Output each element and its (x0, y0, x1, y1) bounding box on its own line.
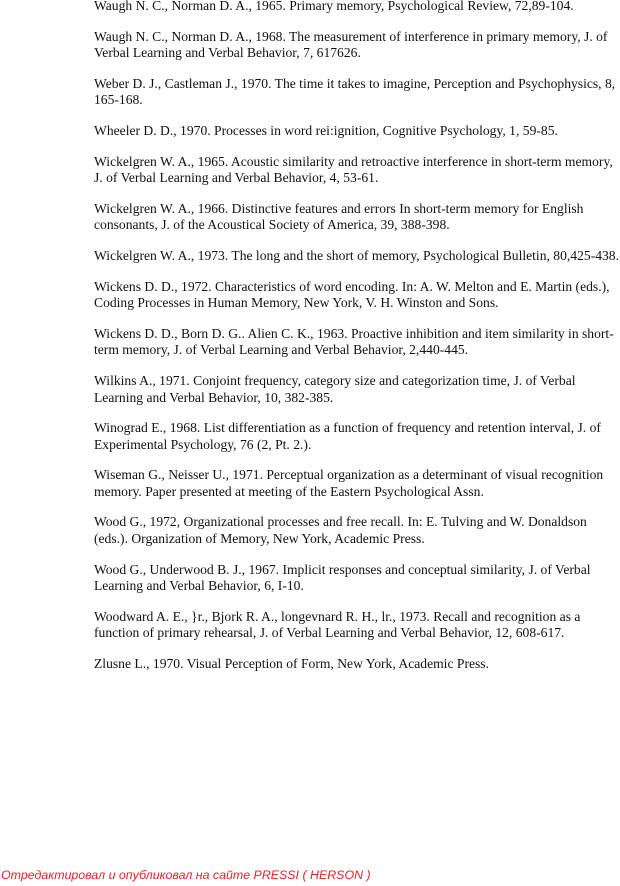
reference-line: Wheeler D. D., 1970. Processes in word rei:ignition, Cognitive Psychology, 1, 59-85. (94, 122, 558, 138)
reference-line: Wickelgren W. A., 1965. Acoustic similarity and retroactive interference in short-term memory, (94, 153, 613, 169)
reference-line: 165-168. (94, 92, 143, 108)
reference-entry (94, 0, 620, 15)
reference-line: Experimental Psychology, 76 (2, Pt. 2.). (94, 436, 312, 452)
reference-line: (eds.). Organization of Memory, New York, Academic Press. (94, 531, 425, 547)
reference-entry (94, 656, 620, 673)
reference-entry (94, 201, 620, 234)
reference-entry (94, 420, 620, 453)
reference-line: Learning and Verbal Behavior, 10, 382-385. (94, 389, 334, 405)
reference-entry (94, 248, 620, 265)
reference-line: J. of Verbal Learning and Verbal Behavior, 4, 53-61. (94, 170, 379, 186)
reference-entry (94, 76, 620, 109)
reference-entry (94, 123, 620, 140)
reference-line: Wiseman G., Neisser U., 1971. Perceptual organization as a determinant of visual recognition (94, 467, 604, 483)
reference-line: Waugh N. C., Norman D. A., 1968. The measurement of interference in primary memory, J. of (94, 28, 608, 44)
reference-list (94, 0, 620, 687)
reference-entry (94, 562, 620, 595)
reference-entry (94, 154, 620, 187)
reference-line: Weber D. J., Castleman J., 1970. The time it takes to imagine, Perception and Psychophysics, 8, (94, 75, 616, 91)
reference-line: Wickens D. D., Born D. G.. Alien C. K., 1963. Proactive inhibition and item similarity in short- (94, 325, 614, 341)
reference-line: consonants, J. of the Acoustical Society of America, 39, 388-398. (94, 217, 450, 233)
reference-line: Wickelgren W. A., 1973. The long and the short of memory, Psychological Bulletin, 80,425-438. (94, 247, 620, 263)
reference-line: Wood G., Underwood B. J., 1967. Implicit responses and conceptual similarity, J. of Verbal (94, 561, 591, 577)
reference-line: Wickens D. D., 1972. Characteristics of word encoding. In: A. W. Melton and E. Martin (eds.), (94, 278, 610, 294)
reference-line: Woodward A. E., }r., Bjork R. A., longevnard R. H., lr., 1973. Recall and recognition as a (94, 608, 581, 624)
reference-entry (94, 326, 620, 359)
reference-entry (94, 373, 620, 406)
reference-entry (94, 279, 620, 312)
reference-entry (94, 609, 620, 642)
reference-line: Verbal Learning and Verbal Behavior, 7, 617626. (94, 45, 361, 61)
reference-entry (94, 29, 620, 62)
publisher-footer: Отредактировал и опубликовал на сайте PRESSI ( HERSON ) (1, 868, 371, 882)
reference-line: Coding Processes in Human Memory, New York, V. H. Winston and Sons. (94, 295, 499, 311)
reference-line: Wood G., 1972, Organizational processes and free recall. In: E. Tulving and W. Donaldson (94, 514, 587, 530)
reference-entry (94, 514, 620, 547)
reference-line: term memory, J. of Verbal Learning and Verbal Behavior, 2,440-445. (94, 342, 469, 358)
reference-line: Learning and Verbal Behavior, 6, I-10. (94, 578, 304, 594)
reference-line: Waugh N. C., Norman D. A., 1965. Primary memory, Psychological Review, 72,89-104. (94, 0, 574, 13)
reference-line: Winograd E., 1968. List differentiation as a function of frequency and retention interval, J. of (94, 420, 601, 436)
reference-entry (94, 467, 620, 500)
reference-line: memory. Paper presented at meeting of the Eastern Psychological Assn. (94, 483, 484, 499)
reference-line: function of primary rehearsal, J. of Verbal Learning and Verbal Behavior, 12, 608-617. (94, 625, 565, 641)
reference-line: Zlusne L., 1970. Visual Perception of Form, New York, Academic Press. (94, 656, 489, 672)
reference-line: Wilkins A., 1971. Conjoint frequency, category size and categorization time, J. of Verbal (94, 372, 576, 388)
reference-line: Wickelgren W. A., 1966. Distinctive features and errors In short-term memory for English (94, 200, 584, 216)
